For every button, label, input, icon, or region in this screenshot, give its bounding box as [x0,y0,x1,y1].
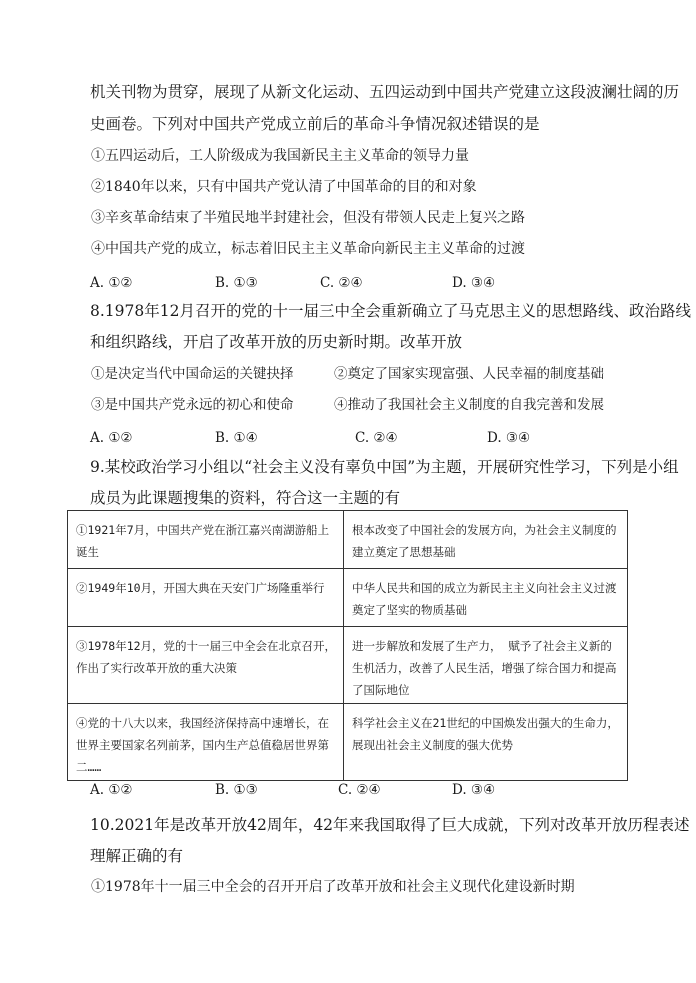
q8-item-3: ③是中国共产党永远的初心和使命 [91,397,294,413]
table-cell-significance: 进一步解放和发展了生产力， 赋予了社会主义新的生机活力，改善了人民生活，增强了综合国力和提高了国际地位 [344,627,628,704]
q7-option-c: C. ②④ [320,275,363,291]
q7-item-4: ④中国共产党的成立，标志着旧民主主义革命向新民主主义革命的过渡 [91,241,525,257]
table-row [68,569,628,627]
q7-item-2: ②1840年以来，只有中国共产党认清了中国革命的目的和对象 [91,179,477,195]
q10-stem-line1: 10.2021年是改革开放42周年，42年来我国取得了巨大成就，下列对改革开放历程表述 [90,816,690,834]
q7-option-a: A. ①② [90,275,133,291]
table-cell-event: ③1978年12月，党的十一届三中全会在北京召开，作出了实行改革开放的重大决策 [68,627,344,704]
table-cell-event: ②1949年10月，开国大典在天安门广场隆重举行 [68,569,344,627]
q8-item-1: ①是决定当代中国命运的关键抉择 [91,366,294,382]
q8-item-4: ④推动了我国社会主义制度的自我完善和发展 [334,397,604,413]
q7-option-b: B. ①③ [215,275,258,291]
q8-item-2: ②奠定了国家实现富强、人民幸福的制度基础 [334,366,604,382]
q8-stem-line2: 和组织路线，开启了改革开放的历史新时期。改革开放 [90,333,463,351]
table-row [68,704,628,781]
table-row [68,511,628,569]
table-cell-event: ①1921年7月，中国共产党在浙江嘉兴南湖游船上诞生 [68,511,344,569]
q10-stem-line2: 理解正确的有 [90,847,184,865]
q10-item-1: ①1978年十一届三中全会的召开开启了改革开放和社会主义现代化建设新时期 [91,879,575,895]
q7-item-1: ①五四运动后，工人阶级成为我国新民主主义革命的领导力量 [91,148,469,164]
table-row [68,627,628,704]
table-cell-significance: 中华人民共和国的成立为新民主主义向社会主义过渡奠定了坚实的物质基础 [344,569,628,627]
q7-item-3: ③辛亥革命结束了半殖民地半封建社会，但没有带领人民走上复兴之路 [91,210,525,226]
q9-option-d: D. ③④ [452,782,496,798]
q9-option-a: A. ①② [90,782,133,798]
table-cell-significance: 根本改变了中国社会的发展方向，为社会主义制度的建立奠定了思想基础 [344,511,628,569]
q8-stem-line1: 8.1978年12月召开的党的十一届三中全会重新确立了马克思主义的思想路线、政治路线 [90,302,691,320]
q9-stem-line2: 成员为此课题搜集的资料，符合这一主题的有 [90,489,401,507]
q8-option-c: C. ②④ [355,430,398,446]
q7-stem-line2: 史画卷。下列对中国共产党成立前后的革命斗争情况叙述错误的是 [90,115,540,133]
q9-stem-line1: 9.某校政治学习小组以“社会主义没有辜负中国”为主题，开展研究性学习，下列是小组 [90,458,679,476]
table-cell-event: ④党的十八大以来，我国经济保持高中速增长，在世界主要国家名列前茅，国内生产总值稳居世界第二…… [68,704,344,781]
q8-option-d: D. ③④ [487,430,531,446]
q9-option-c: C. ②④ [338,782,381,798]
q8-option-a: A. ①② [90,430,133,446]
q9-material-table [67,510,628,781]
q8-option-b: B. ①④ [215,430,258,446]
table-cell-significance: 科学社会主义在21世纪的中国焕发出强大的生命力，展现出社会主义制度的强大优势 [344,704,628,781]
q7-stem-line1: 机关刊物为贯穿，展现了从新文化运动、五四运动到中国共产党建立这段波澜壮阔的历 [90,83,680,101]
q7-option-d: D. ③④ [452,275,496,291]
q9-option-b: B. ①③ [215,782,258,798]
